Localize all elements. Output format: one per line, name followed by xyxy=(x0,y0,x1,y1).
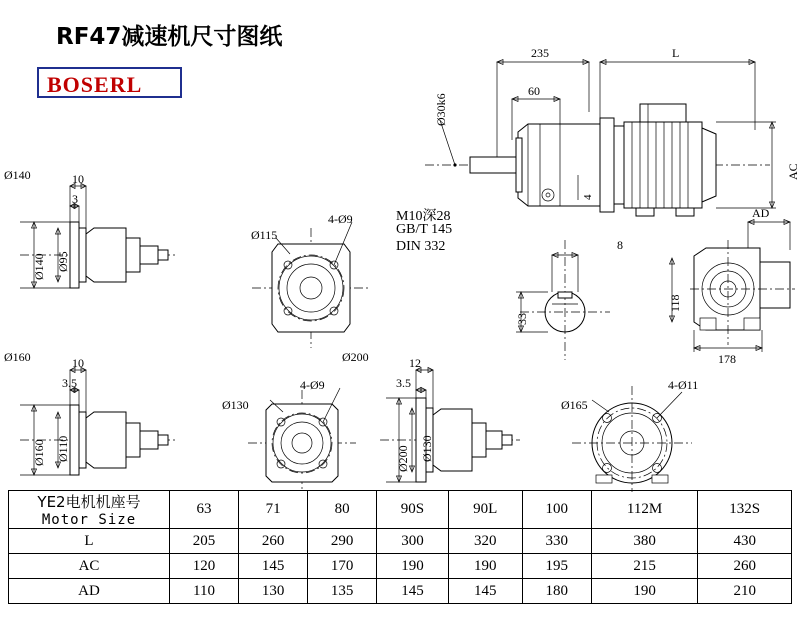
AD-4: 145 xyxy=(448,579,522,604)
size-cell-1: 71 xyxy=(239,491,308,529)
row-label-L: L xyxy=(9,529,170,554)
holes-4x9-row1: 4-Ø9 xyxy=(328,212,353,226)
dim-3p5-row2: 3.5 xyxy=(62,376,77,390)
dia-115-pcd: Ø115 xyxy=(251,228,278,242)
AD-5: 180 xyxy=(522,579,591,604)
dia-200-outer: Ø200 xyxy=(342,350,369,364)
holes-4x9-row2: 4-Ø9 xyxy=(300,378,325,392)
dia-160-outer: Ø160 xyxy=(4,350,31,364)
size-cell-2: 80 xyxy=(308,491,377,529)
dia-160-bore: Ø160 xyxy=(32,439,46,466)
dim-118: 118 xyxy=(668,294,682,312)
dim-4: 4 xyxy=(582,194,594,200)
dia-130-pcd: Ø130 xyxy=(222,398,249,412)
dim-AC: AC xyxy=(786,163,800,180)
L-1: 260 xyxy=(239,529,308,554)
dim-12: 12 xyxy=(409,356,421,370)
size-cell-3: 90S xyxy=(377,491,449,529)
dim-10-row2: 10 xyxy=(72,356,84,370)
L-2: 290 xyxy=(308,529,377,554)
AC-2: 170 xyxy=(308,554,377,579)
logo-text: BOSERL xyxy=(47,72,143,97)
AC-0: 120 xyxy=(170,554,239,579)
size-cell-0: 63 xyxy=(170,491,239,529)
L-7: 430 xyxy=(698,529,792,554)
motor-size-table xyxy=(8,490,792,604)
dia-130-inner: Ø130 xyxy=(420,435,434,462)
AC-6: 215 xyxy=(591,554,698,579)
AC-1: 145 xyxy=(239,554,308,579)
size-cell-5: 100 xyxy=(522,491,591,529)
dim-8: 8 xyxy=(617,238,623,252)
dim-178: 178 xyxy=(718,352,736,366)
dim-3p5-mid2: 3.5 xyxy=(396,376,411,390)
AD-6: 190 xyxy=(591,579,698,604)
AD-0: 110 xyxy=(170,579,239,604)
table-header-en: Motor Size xyxy=(41,512,137,528)
dim-235: 235 xyxy=(531,46,549,60)
AC-4: 190 xyxy=(448,554,522,579)
dim-L: L xyxy=(672,46,680,60)
size-cell-7: 132S xyxy=(698,491,792,529)
size-cell-4: 90L xyxy=(448,491,522,529)
table-row xyxy=(9,579,792,604)
thread-note-3: DIN 332 xyxy=(396,239,446,254)
table-row xyxy=(9,529,792,554)
AD-1: 130 xyxy=(239,579,308,604)
row-label-AC: AC xyxy=(9,554,170,579)
dia-95-inner: Ø95 xyxy=(56,251,70,272)
AD-3: 145 xyxy=(377,579,449,604)
AD-2: 135 xyxy=(308,579,377,604)
table-row xyxy=(9,554,792,579)
dim-60: 60 xyxy=(528,84,540,98)
dia-140-bore: Ø140 xyxy=(32,253,46,280)
dim-3-row1: 3 xyxy=(72,192,78,206)
table-header-label xyxy=(9,491,170,529)
row-label-AD: AD xyxy=(9,579,170,604)
dia-110-inner: Ø110 xyxy=(56,435,70,462)
dia-165-pcd: Ø165 xyxy=(561,398,588,412)
dim-10-row1: 10 xyxy=(72,172,84,186)
thread-note-2: GB/T 145 xyxy=(396,222,453,237)
L-0: 205 xyxy=(170,529,239,554)
AC-3: 190 xyxy=(377,554,449,579)
AC-5: 195 xyxy=(522,554,591,579)
thread-note-1: M10深28 xyxy=(396,209,451,224)
size-cell-6: 112M xyxy=(591,491,698,529)
L-6: 380 xyxy=(591,529,698,554)
AC-7: 260 xyxy=(698,554,792,579)
shaft-dia-label: Ø30k6 xyxy=(434,93,448,126)
table-header-cn: YE2电机机座号 xyxy=(37,493,141,511)
dim-AD: AD xyxy=(752,206,770,220)
AD-7: 210 xyxy=(698,579,792,604)
holes-4x11: 4-Ø11 xyxy=(668,378,699,392)
dia-200-bore: Ø200 xyxy=(396,445,410,472)
L-5: 330 xyxy=(522,529,591,554)
L-3: 300 xyxy=(377,529,449,554)
dia-140-outer: Ø140 xyxy=(4,168,31,182)
page-title: RF47减速机尺寸图纸 xyxy=(56,24,283,50)
dim-33: 33 xyxy=(515,313,529,325)
L-4: 320 xyxy=(448,529,522,554)
